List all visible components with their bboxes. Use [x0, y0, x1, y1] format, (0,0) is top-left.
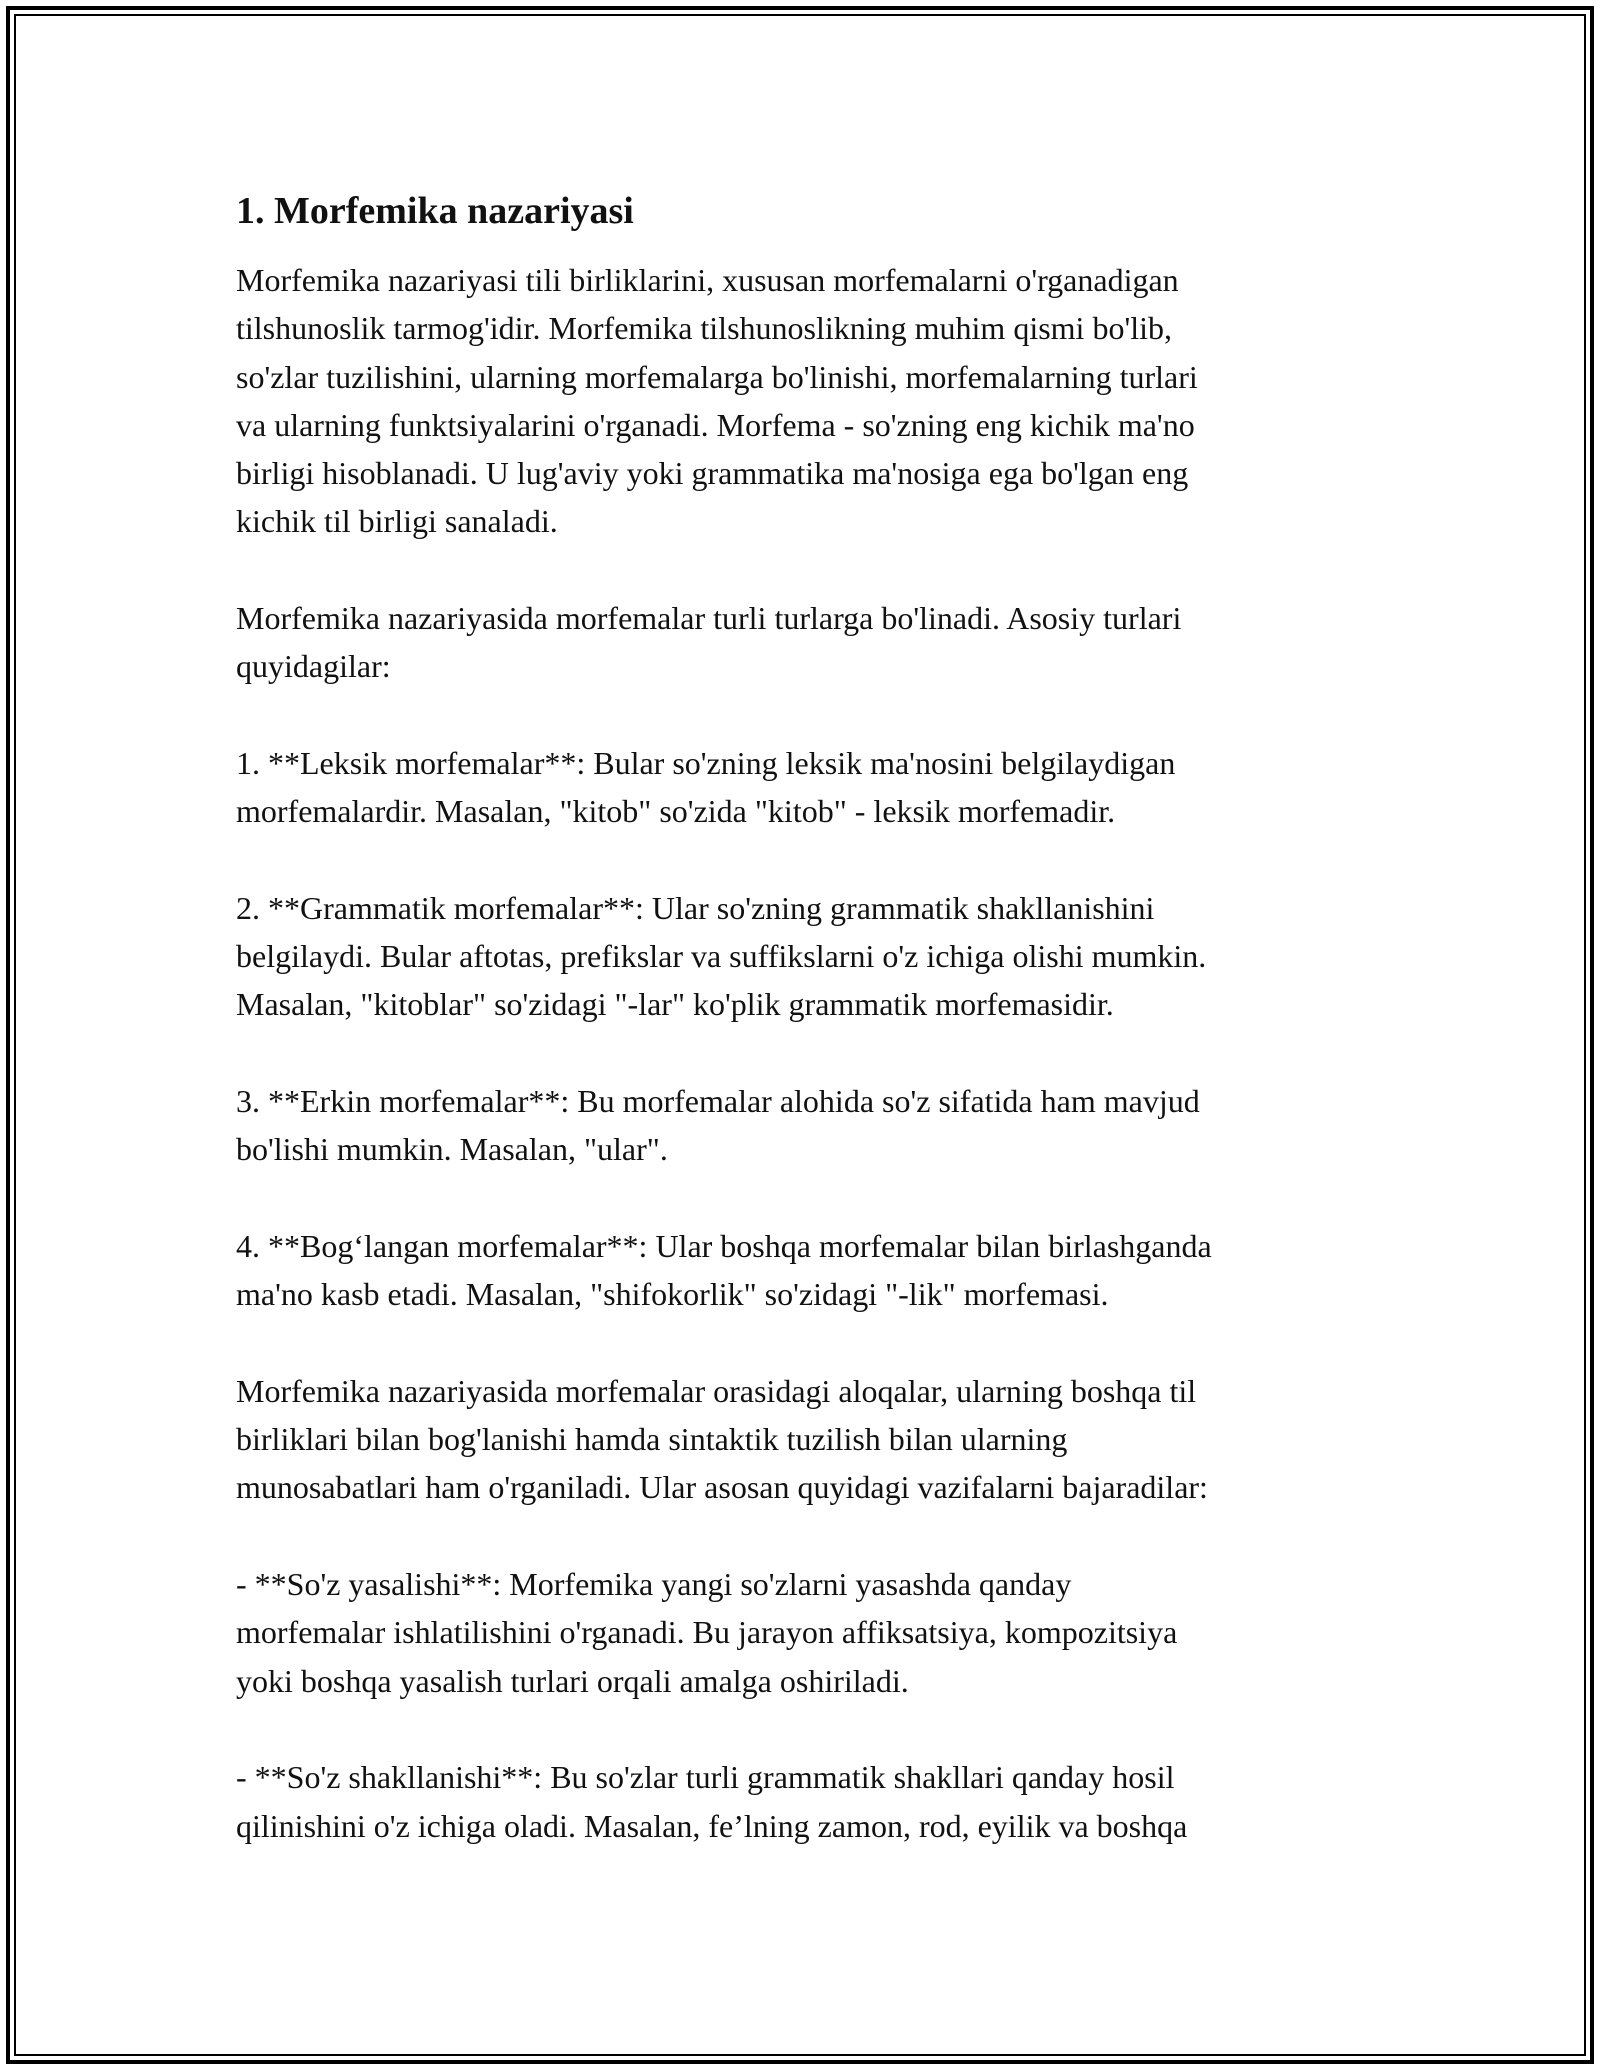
text-line: so'zlar tuzilishini, ularning morfemalarga bo'linishi, morfemalarning turlari — [236, 358, 1198, 395]
text-line: bo'lishi mumkin. Masalan, "ular". — [236, 1131, 668, 1168]
text-line: quyidagilar: — [236, 648, 391, 685]
text-line: 4. **Bog‘langan morfemalar**: Ular boshqa morfemalar bilan birlashganda — [236, 1227, 1212, 1264]
text-line: 2. **Grammatik morfemalar**: Ular so'zning grammatik shakllanishini — [236, 889, 1155, 926]
text-line: munosabatlari ham o'rganiladi. Ular asosan quyidagi vazifalarni bajaradilar: — [236, 1469, 1208, 1506]
text-line: birligi hisoblanadi. U lug'aviy yoki grammatika ma'nosiga ega bo'lgan eng — [236, 455, 1189, 492]
text-line: - **So'z yasalishi**: Morfemika yangi so'zlarni yasashda qanday — [236, 1566, 1072, 1603]
text-line: Morfemika nazariyasi tili birliklarini, xususan morfemalarni o'rganadigan — [236, 262, 1179, 298]
document-body — [236, 186, 1376, 1898]
text-line: 1. **Leksik morfemalar**: Bular so'zning leksik ma'nosini belgilaydigan — [236, 744, 1176, 781]
text-line: Morfemika nazariyasida morfemalar orasidagi aloqalar, ularning boshqa til — [236, 1372, 1197, 1409]
text-line: ma'no kasb etadi. Masalan, "shifokorlik" so'zidagi "-lik" morfemasi. — [236, 1276, 1109, 1313]
text-line: belgilaydi. Bular aftotas, prefikslar va suffikslarni o'z ichiga olishi mumkin. — [236, 938, 1207, 975]
text-line: va ularning funktsiyalarini o'rganadi. Morfema - so'zning eng kichik ma'no — [236, 406, 1195, 443]
text-line: yoki boshqa yasalish turlari orqali amalga oshiriladi. — [236, 1662, 909, 1699]
text-line: birliklari bilan bog'lanishi hamda sintaktik tuzilish bilan ularning — [236, 1421, 1068, 1458]
text-line: tilshunoslik tarmog'idir. Morfemika tilshunoslikning muhim qismi bo'lib, — [236, 310, 1172, 347]
text-line: Masalan, "kitoblar" so'zidagi "-lar" ko'plik grammatik morfemasidir. — [236, 986, 1114, 1023]
list-item-grammatical — [236, 884, 1376, 1029]
text-line: qilinishini o'z ichiga oladi. Masalan, fe’lning zamon, rod, eyilik va boshqa — [236, 1807, 1188, 1844]
paragraph-intro — [236, 256, 1376, 546]
paragraph-relations — [236, 1367, 1376, 1512]
list-item-lexical — [236, 739, 1376, 836]
text-line: 3. **Erkin morfemalar**: Bu morfemalar alohida so'z sifatida ham mavjud — [236, 1083, 1200, 1120]
text-line: morfemalar ishlatilishini o'rganadi. Bu jarayon affiksatsiya, kompozitsiya — [236, 1614, 1178, 1651]
text-line: morfemalardir. Masalan, "kitob" so'zida "kitob" - leksik morfemadir. — [236, 793, 1116, 830]
paragraph-types-intro — [236, 594, 1376, 691]
text-line: - **So'z shakllanishi**: Bu so'zlar turli grammatik shakllari qanday hosil — [236, 1759, 1175, 1796]
list-item-bound — [236, 1222, 1376, 1319]
text-line: Morfemika nazariyasida morfemalar turli turlarga bo'linadi. Asosiy turlari — [236, 600, 1182, 637]
bullet-word-formation — [236, 1560, 1376, 1705]
list-item-free — [236, 1077, 1376, 1174]
text-line: kichik til birligi sanaladi. — [236, 503, 558, 540]
bullet-word-inflection — [236, 1753, 1376, 1850]
section-heading: 1. Morfemika nazariyasi — [236, 190, 634, 232]
